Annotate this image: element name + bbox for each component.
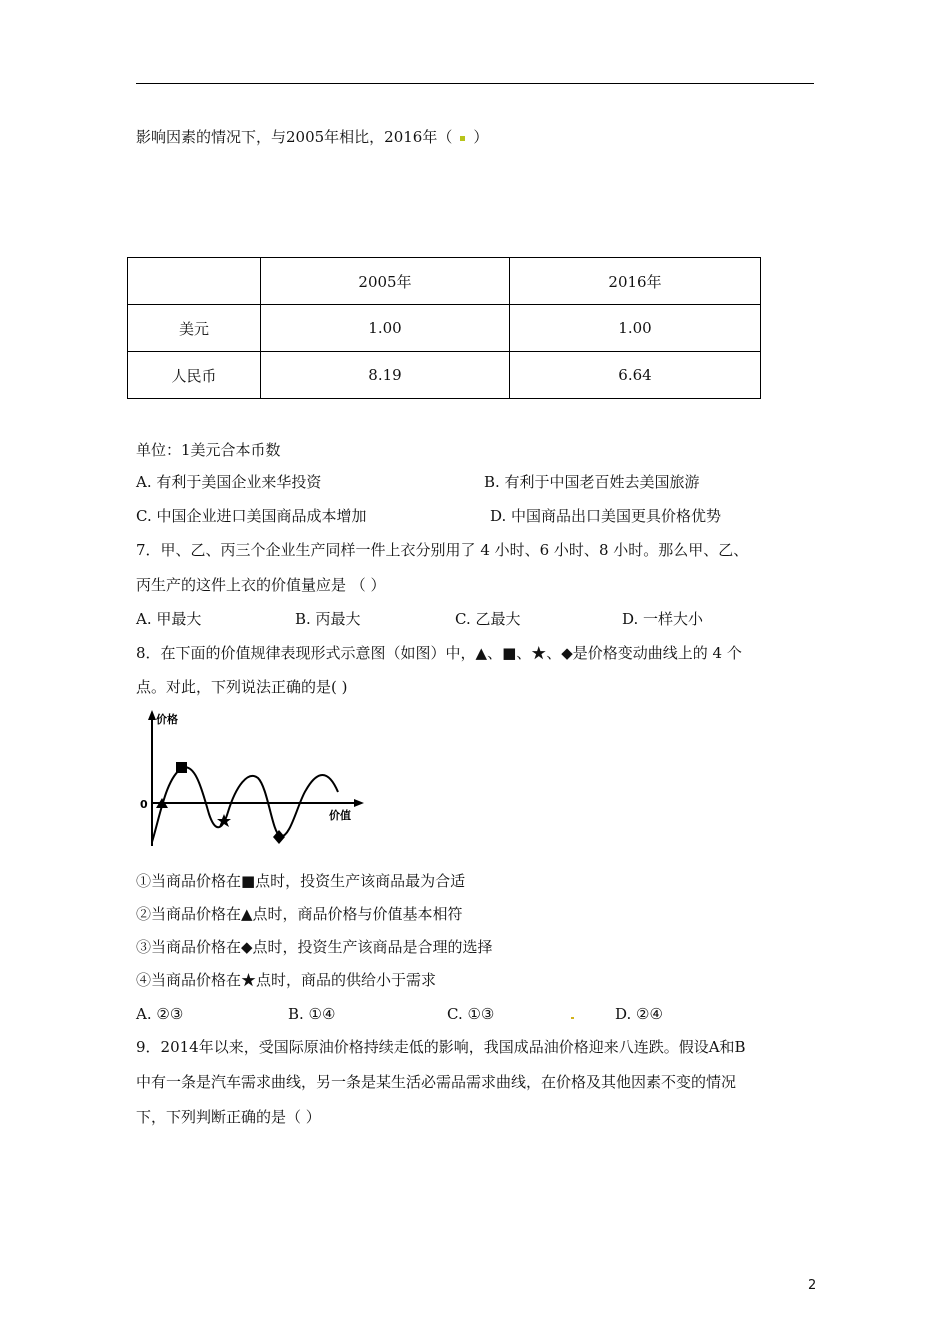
q8-line-2: 点。对此，下列说法正确的是( ) — [136, 678, 348, 696]
q6-option-a: A. 有利于美国企业来华投资 — [136, 473, 322, 491]
star-point — [217, 814, 231, 827]
table-row — [128, 305, 761, 352]
question-intro-line — [136, 127, 488, 147]
table-row — [128, 352, 761, 399]
q6-option-d: D. 中国商品出口美国更具价格优势 — [490, 507, 722, 525]
table-header-cell: 2005年 — [261, 258, 510, 305]
table-header-cell — [128, 258, 261, 305]
diamond-point — [273, 830, 285, 844]
q7-option-b: B. 丙最大 — [295, 610, 361, 628]
y-axis-arrow — [148, 710, 156, 720]
q8-statement-4: ④当商品价格在★点时，商品的供给小于需求 — [136, 971, 437, 989]
table-cell: 8.19 — [261, 352, 510, 399]
table-cell: 1.00 — [261, 305, 510, 352]
q8-statement-2: ②当商品价格在▲点时，商品价格与价值基本相符 — [136, 905, 463, 923]
q8-option-b: B. ①④ — [288, 1005, 336, 1023]
table-cell: 6.64 — [510, 352, 761, 399]
stray-mark — [571, 1017, 574, 1019]
q7-line-2: 丙生产的这件上衣的价值量应是 （ ） — [136, 576, 386, 594]
q9-line-3: 下，下列判断正确的是（ ） — [136, 1108, 321, 1126]
q8-statement-3: ③当商品价格在◆点时，投资生产该商品是合理的选择 — [136, 938, 493, 956]
unit-note: 单位：1美元合本币数 — [136, 441, 281, 459]
table-cell: 1.00 — [510, 305, 761, 352]
table-header-row — [128, 258, 761, 305]
q7-option-a: A. 甲最大 — [136, 610, 202, 628]
intro-close: ） — [473, 128, 489, 146]
origin-label: 0 — [140, 798, 148, 811]
q7-option-d: D. 一样大小 — [622, 610, 704, 628]
header-rule — [136, 83, 814, 84]
page-number: 2 — [808, 1278, 817, 1293]
q8-option-a: A. ②③ — [136, 1005, 184, 1023]
q9-line-1: 9．2014年以来，受国际原油价格持续走低的影响，我国成品油价格迎来八连跌。假设A和B — [136, 1038, 746, 1056]
y-axis-label: 价格 — [156, 713, 178, 726]
q8-option-d: D. ②④ — [615, 1005, 663, 1023]
table-cell: 人民币 — [128, 352, 261, 399]
q8-option-c: C. ①③ — [447, 1005, 495, 1023]
answer-blank-mark — [460, 136, 465, 141]
x-axis-label: 价值 — [329, 809, 351, 822]
intro-text: 影响因素的情况下，与2005年相比，2016年（ — [136, 128, 453, 146]
price-curve — [152, 767, 338, 842]
value-law-figure — [140, 706, 380, 850]
q6-option-c: C. 中国企业进口美国商品成本增加 — [136, 507, 367, 525]
q9-line-2: 中有一条是汽车需求曲线，另一条是某生活必需品需求曲线，在价格及其他因素不变的情况 — [136, 1073, 737, 1091]
exchange-rate-table — [127, 257, 761, 399]
q6-option-b: B. 有利于中国老百姓去美国旅游 — [484, 473, 700, 491]
table-cell: 美元 — [128, 305, 261, 352]
square-point — [176, 762, 187, 773]
x-axis-arrow — [354, 799, 364, 807]
q8-line-1: 8．在下面的价值规律表现形式示意图（如图）中，▲、■、★、◆是价格变动曲线上的 4 个 — [136, 644, 742, 662]
q7-line-1: 7．甲、乙、丙三个企业生产同样一件上衣分别用了 4 小时、6 小时、8 小时。那么甲、乙、 — [136, 541, 749, 559]
q7-option-c: C. 乙最大 — [455, 610, 521, 628]
table-header-cell: 2016年 — [510, 258, 761, 305]
q8-statement-1: ①当商品价格在■点时，投资生产该商品最为合适 — [136, 872, 466, 890]
